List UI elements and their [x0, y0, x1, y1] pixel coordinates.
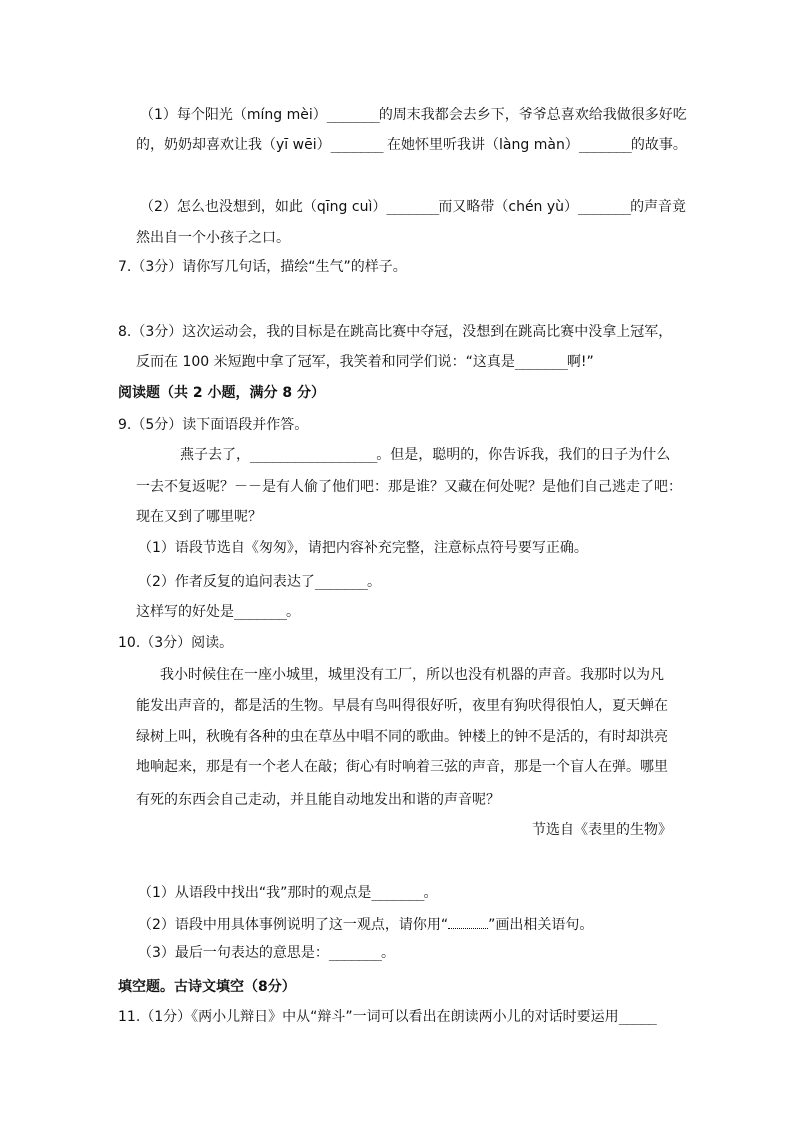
section-heading-fill: 填空题。古诗文填空（8分）	[118, 979, 296, 995]
answer-blank[interactable]: _______	[328, 945, 381, 961]
question-8-line1: 8.（3分）这次运动会，我的目标是在跳高比赛中夺冠，没想到在跳高比赛中没拿上冠军，	[118, 324, 673, 340]
text: 这样写的好处是	[136, 604, 234, 620]
answer-blank[interactable]: _______	[314, 574, 367, 590]
answer-blank[interactable]: _______	[514, 354, 567, 370]
question-9-title: 9.（5分）读下面语段并作答。	[118, 417, 309, 433]
q6-part2-line2: 然出自一个小孩子之口。	[136, 230, 290, 246]
q10-sub1	[138, 884, 437, 902]
answer-blank[interactable]: _______	[330, 137, 383, 153]
answer-blank[interactable]: _______	[386, 199, 439, 215]
text: 11.（1分）《两小儿辩日》中从“辩斗”一词可以看出在朗读两小儿的对话时要运用	[118, 1009, 619, 1025]
text: （1）每个阳光（míng mèi）	[140, 107, 327, 123]
text: 。	[366, 574, 381, 590]
answer-blank[interactable]: _______	[371, 885, 424, 901]
answer-blank[interactable]: _____	[618, 1009, 656, 1025]
q10-sub3	[138, 944, 395, 962]
text: （3）最后一句表达的意思是：	[138, 945, 329, 961]
answer-blank[interactable]: _________________	[250, 447, 377, 463]
text: （2）语段中用具体事例说明了这一观点，请你用“	[138, 917, 449, 933]
text: 。	[423, 885, 438, 901]
text: 反而在 100 米短跑中拿了冠军，我笑着和同学们说：“这真是	[136, 354, 515, 370]
text: （1）从语段中找出“我”那时的观点是	[138, 885, 372, 901]
q10-sub2	[138, 914, 593, 934]
text: 的周末我都会去乡下，爷爷总喜欢给我做很多好吃	[378, 107, 687, 123]
text: 的，奶奶却喜欢让我（yī wēi）	[136, 137, 331, 153]
answer-blank[interactable]: _______	[326, 107, 379, 123]
q10-passage-line: 绿树上叫，秋晚有各种的虫在草丛中唱不同的歌曲。钟楼上的钟不是活的，有时却洪亮	[136, 729, 668, 745]
q9-passage-line1	[180, 446, 670, 464]
text: ”画出相关语句。	[488, 917, 594, 933]
q10-passage-line: 能发出声音的，都是活的生物。早晨有鸟叫得很好听，夜里有狗吠得很怕人，夏天蝉在	[136, 698, 668, 714]
text: 。但是，聪明的，你告诉我，我们的日子为什么	[376, 447, 671, 463]
question-8-line2	[136, 353, 594, 371]
section-heading-reading: 阅读题（共 2 小题，满分 8 分）	[118, 385, 325, 401]
text: （2）怎么也没想到，如此（qīng cuì）	[140, 199, 387, 215]
text: 。	[380, 945, 395, 961]
answer-blank[interactable]: _______	[578, 199, 631, 215]
text: （2）作者反复的追问表达了	[138, 574, 315, 590]
question-7: 7.（3分）请你写几句话，描绘“生气”的样子。	[118, 259, 407, 275]
q9-sub1: （1）语段节选自《匆匆》，请把内容补充完整，注意标点符号要写正确。	[138, 540, 588, 556]
text: 的故事。	[630, 137, 687, 153]
question-11	[118, 1008, 656, 1026]
text: 在她怀里听我讲（làng màn）	[382, 137, 579, 153]
q10-passage-line: 地响起来，那是有一个老人在敲；街心有时响着三弦的声音，那是一个盲人在弹。哪里	[136, 759, 668, 775]
text: 燕子去了，	[180, 447, 250, 463]
answer-blank[interactable]: _______	[578, 137, 631, 153]
question-10-title: 10.（3分）阅读。	[118, 635, 234, 651]
text: 。	[286, 604, 301, 620]
q10-passage-line: 有死的东西会自己走动，并且能自动地发出和谐的声音呢？	[136, 792, 500, 808]
q6-part1-line2	[136, 136, 687, 154]
text: 的声音竟	[630, 199, 687, 215]
q9-sub2b	[136, 603, 300, 621]
q10-passage-line: 我小时候住在一座小城里，城里没有工厂，所以也没有机器的声音。我那时以为凡	[160, 667, 664, 683]
q9-passage-line2: 一去不复返呢？－－是有人偷了他们吧：那是谁？又藏在何处呢？是他们自己逃走了吧：	[136, 479, 682, 495]
q6-part2-line1	[140, 198, 686, 216]
text: 啊!”	[566, 354, 594, 370]
q9-sub2	[138, 573, 381, 591]
q10-source: 节选自《表里的生物》	[532, 822, 672, 838]
text: 而又略带（chén yù）	[438, 199, 579, 215]
wavy-underline-mark	[448, 914, 488, 929]
q6-part1-line1	[140, 106, 687, 124]
q9-passage-line3: 现在又到了哪里呢？	[136, 509, 262, 525]
answer-blank[interactable]: _______	[234, 604, 287, 620]
